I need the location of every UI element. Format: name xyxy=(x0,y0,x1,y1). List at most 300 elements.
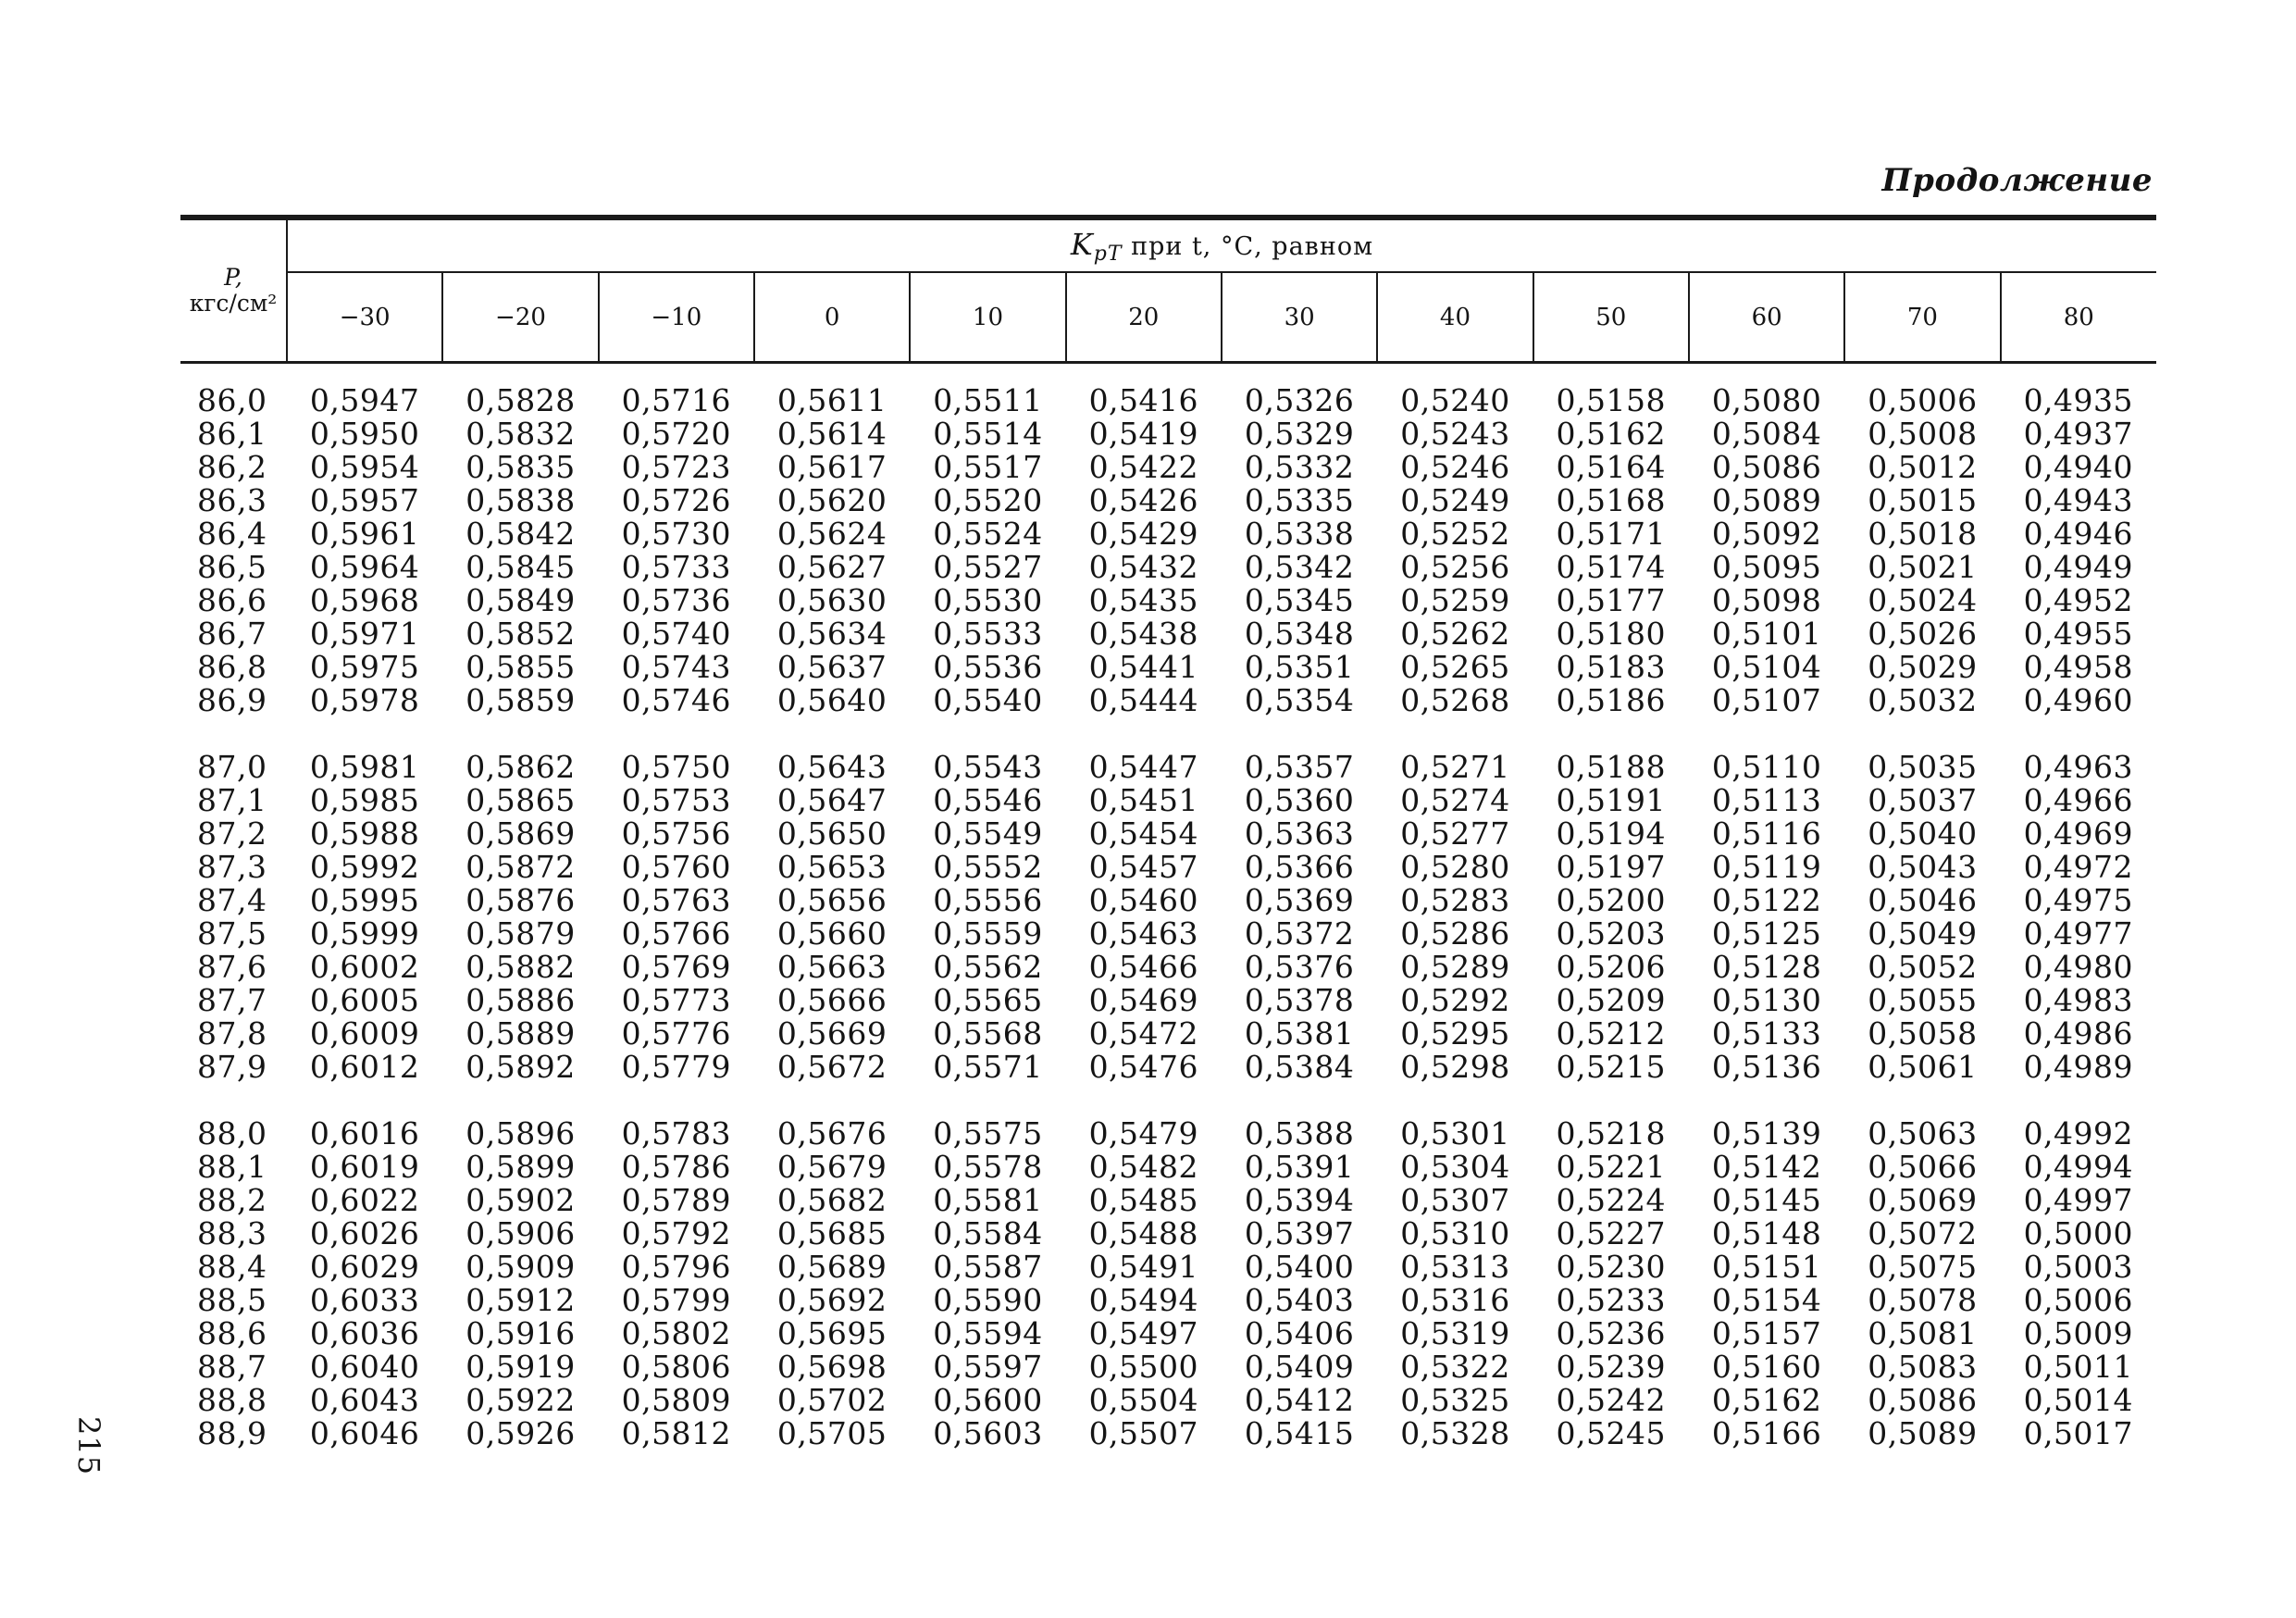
k-value-cell: 0,5705 xyxy=(776,1415,887,1451)
k-value-cell: 0,5083 xyxy=(1868,1349,1978,1385)
k-value-cell: 0,5957 xyxy=(309,482,420,518)
k-value-cell: 0,5274 xyxy=(1400,782,1510,818)
group-spacer xyxy=(180,717,2156,751)
table-row xyxy=(180,1051,2156,1084)
k-value-cell: 0,5158 xyxy=(1556,382,1667,418)
k-value-cell: 0,5183 xyxy=(1556,649,1667,685)
table-row xyxy=(180,984,2156,1017)
k-value-cell: 0,5245 xyxy=(1556,1415,1667,1451)
k-value-cell: 0,5494 xyxy=(1088,1282,1199,1318)
k-value-cell: 0,5660 xyxy=(776,915,887,952)
temperature-header: −10 xyxy=(599,272,754,363)
k-value-cell: 0,5981 xyxy=(309,749,420,785)
temperature-header: 60 xyxy=(1689,272,1844,363)
k-value-cell: 0,5366 xyxy=(1244,849,1355,885)
table-header xyxy=(180,218,2156,363)
k-value-cell: 0,5351 xyxy=(1244,649,1355,685)
table-row xyxy=(180,1350,2156,1384)
k-value-cell: 0,5259 xyxy=(1400,582,1510,618)
k-value-cell: 0,5298 xyxy=(1400,1049,1510,1085)
k-value-cell: 0,5685 xyxy=(776,1215,887,1251)
k-value-cell: 0,5802 xyxy=(621,1315,732,1351)
k-value-cell: 0,5507 xyxy=(1088,1415,1199,1451)
k-value-cell: 0,5666 xyxy=(776,982,887,1018)
k-value-cell: 0,5882 xyxy=(465,949,576,985)
k-value-cell: 0,5578 xyxy=(933,1149,1043,1185)
k-value-cell: 0,5332 xyxy=(1244,449,1355,485)
k-value-cell: 0,5075 xyxy=(1868,1249,1978,1285)
k-value-cell: 0,5348 xyxy=(1244,616,1355,652)
k-value-cell: 0,4937 xyxy=(2023,416,2134,452)
k-value-cell: 0,5999 xyxy=(309,915,420,952)
continuation-label: Продолжение xyxy=(1881,162,2153,199)
k-value-cell: 0,5017 xyxy=(2023,1415,2134,1451)
k-value-cell: 0,5975 xyxy=(309,649,420,685)
k-value-cell: 0,5504 xyxy=(1088,1382,1199,1418)
pressure-cell: 88,9 xyxy=(197,1415,267,1451)
k-value-cell: 0,5157 xyxy=(1711,1315,1822,1351)
k-value-cell: 0,5799 xyxy=(621,1282,732,1318)
k-value-cell: 0,5634 xyxy=(776,616,887,652)
k-value-cell: 0,4989 xyxy=(2023,1049,2134,1085)
k-value-cell: 0,5342 xyxy=(1244,549,1355,585)
k-value-cell: 0,5080 xyxy=(1711,382,1822,418)
pressure-cell: 87,3 xyxy=(197,849,267,885)
k-value-cell: 0,5268 xyxy=(1400,682,1510,718)
k-value-cell: 0,5008 xyxy=(1868,416,1978,452)
k-value-cell: 0,5669 xyxy=(776,1015,887,1052)
k-value-cell: 0,5162 xyxy=(1711,1382,1822,1418)
k-value-cell: 0,5200 xyxy=(1556,882,1667,918)
table-row xyxy=(180,384,2156,417)
k-value-cell: 0,5763 xyxy=(621,882,732,918)
pressure-cell: 88,5 xyxy=(197,1282,267,1318)
table-row xyxy=(180,1417,2156,1450)
k-value-cell: 0,5536 xyxy=(933,649,1043,685)
k-value-cell: 0,5872 xyxy=(465,849,576,885)
k-value-cell: 0,6022 xyxy=(309,1182,420,1218)
pressure-column-header xyxy=(180,218,287,363)
k-value-cell: 0,5653 xyxy=(776,849,887,885)
k-value-cell: 0,5597 xyxy=(933,1349,1043,1385)
k-value-cell: 0,4960 xyxy=(2023,682,2134,718)
k-value-cell: 0,6016 xyxy=(309,1115,420,1151)
temperature-header-row xyxy=(180,272,2156,363)
pressure-cell: 87,5 xyxy=(197,915,267,952)
k-value-cell: 0,5203 xyxy=(1556,915,1667,952)
k-value-cell: 0,5695 xyxy=(776,1315,887,1351)
k-value-cell: 0,5037 xyxy=(1868,782,1978,818)
pressure-cell: 87,0 xyxy=(197,749,267,785)
k-value-cell: 0,5277 xyxy=(1400,815,1510,852)
k-value-cell: 0,5246 xyxy=(1400,449,1510,485)
k-value-cell: 0,5594 xyxy=(933,1315,1043,1351)
k-value-cell: 0,6009 xyxy=(309,1015,420,1052)
k-value-cell: 0,5454 xyxy=(1088,815,1199,852)
k-value-cell: 0,5227 xyxy=(1556,1215,1667,1251)
k-value-cell: 0,5600 xyxy=(933,1382,1043,1418)
k-value-cell: 0,5116 xyxy=(1711,815,1822,852)
k-value-cell: 0,5835 xyxy=(465,449,576,485)
pressure-cell: 88,3 xyxy=(197,1215,267,1251)
pressure-cell: 88,0 xyxy=(197,1115,267,1151)
k-value-cell: 0,5909 xyxy=(465,1249,576,1285)
k-value-cell: 0,5845 xyxy=(465,549,576,585)
k-value-cell: 0,5029 xyxy=(1868,649,1978,685)
k-value-cell: 0,5617 xyxy=(776,449,887,485)
k-value-cell: 0,5889 xyxy=(465,1015,576,1052)
k-value-cell: 0,5052 xyxy=(1868,949,1978,985)
k-value-cell: 0,5280 xyxy=(1400,849,1510,885)
k-value-cell: 0,5032 xyxy=(1868,682,1978,718)
table-row xyxy=(180,1184,2156,1217)
k-value-cell: 0,5400 xyxy=(1244,1249,1355,1285)
table-row xyxy=(180,884,2156,917)
k-value-cell: 0,5556 xyxy=(933,882,1043,918)
k-value-cell: 0,5180 xyxy=(1556,616,1667,652)
k-value-cell: 0,5733 xyxy=(621,549,732,585)
k-value-cell: 0,5479 xyxy=(1088,1115,1199,1151)
k-value-cell: 0,5322 xyxy=(1400,1349,1510,1385)
k-value-cell: 0,5971 xyxy=(309,616,420,652)
k-value-cell: 0,5215 xyxy=(1556,1049,1667,1085)
k-value-cell: 0,5912 xyxy=(465,1282,576,1318)
pressure-cell: 87,4 xyxy=(197,882,267,918)
pressure-cell: 88,6 xyxy=(197,1315,267,1351)
table-row xyxy=(180,1017,2156,1051)
k-value-cell: 0,6036 xyxy=(309,1315,420,1351)
k-value-cell: 0,5394 xyxy=(1244,1182,1355,1218)
k-value-cell: 0,5865 xyxy=(465,782,576,818)
table-row xyxy=(180,417,2156,451)
k-value-cell: 0,5571 xyxy=(933,1049,1043,1085)
k-value-cell: 0,5643 xyxy=(776,749,887,785)
k-value-cell: 0,5789 xyxy=(621,1182,732,1218)
k-value-cell: 0,5540 xyxy=(933,682,1043,718)
k-value-cell: 0,6033 xyxy=(309,1282,420,1318)
k-value-cell: 0,5926 xyxy=(465,1415,576,1451)
pressure-cell: 86,7 xyxy=(197,616,267,652)
k-value-cell: 0,5221 xyxy=(1556,1149,1667,1185)
k-value-cell: 0,5676 xyxy=(776,1115,887,1151)
k-value-cell: 0,5113 xyxy=(1711,782,1822,818)
k-value-cell: 0,5968 xyxy=(309,582,420,618)
k-value-cell: 0,5191 xyxy=(1556,782,1667,818)
k-value-cell: 0,5422 xyxy=(1088,449,1199,485)
k-value-cell: 0,5078 xyxy=(1868,1282,1978,1318)
k-value-cell: 0,5256 xyxy=(1400,549,1510,585)
k-value-cell: 0,5055 xyxy=(1868,982,1978,1018)
k-value-cell: 0,5647 xyxy=(776,782,887,818)
k-value-cell: 0,5988 xyxy=(309,815,420,852)
k-value-cell: 0,5482 xyxy=(1088,1149,1199,1185)
pressure-cell: 88,8 xyxy=(197,1382,267,1418)
k-value-cell: 0,5357 xyxy=(1244,749,1355,785)
k-value-cell: 0,5614 xyxy=(776,416,887,452)
k-value-cell: 0,5139 xyxy=(1711,1115,1822,1151)
k-value-cell: 0,5743 xyxy=(621,649,732,685)
table-row xyxy=(180,617,2156,651)
table-row xyxy=(180,1117,2156,1151)
k-value-cell: 0,5242 xyxy=(1556,1382,1667,1418)
table-row xyxy=(180,817,2156,851)
k-value-cell: 0,5369 xyxy=(1244,882,1355,918)
k-value-cell: 0,5148 xyxy=(1711,1215,1822,1251)
k-value-cell: 0,5716 xyxy=(621,382,732,418)
table-row xyxy=(180,584,2156,617)
k-value-cell: 0,4963 xyxy=(2023,749,2134,785)
k-value-cell: 0,5136 xyxy=(1711,1049,1822,1085)
k-value-cell: 0,4935 xyxy=(2023,382,2134,418)
k-value-cell: 0,6019 xyxy=(309,1149,420,1185)
k-value-cell: 0,5783 xyxy=(621,1115,732,1151)
k-value-cell: 0,5310 xyxy=(1400,1215,1510,1251)
table-body xyxy=(180,363,2156,1451)
k-value-cell: 0,5559 xyxy=(933,915,1043,952)
k-value-cell: 0,5354 xyxy=(1244,682,1355,718)
k-value-cell: 0,5852 xyxy=(465,616,576,652)
k-value-cell: 0,5174 xyxy=(1556,549,1667,585)
k-value-cell: 0,4994 xyxy=(2023,1149,2134,1185)
k-value-cell: 0,5061 xyxy=(1868,1049,1978,1085)
k-value-cell: 0,5723 xyxy=(621,449,732,485)
k-value-cell: 0,6043 xyxy=(309,1382,420,1418)
k-value-cell: 0,5130 xyxy=(1711,982,1822,1018)
k-value-cell: 0,5319 xyxy=(1400,1315,1510,1351)
k-value-cell: 0,5406 xyxy=(1244,1315,1355,1351)
k-value-cell: 0,5101 xyxy=(1711,616,1822,652)
k-value-cell: 0,5012 xyxy=(1868,449,1978,485)
k-value-cell: 0,5514 xyxy=(933,416,1043,452)
k-value-cell: 0,5084 xyxy=(1711,416,1822,452)
k-value-cell: 0,5769 xyxy=(621,949,732,985)
k-value-cell: 0,5265 xyxy=(1400,649,1510,685)
k-value-cell: 0,5726 xyxy=(621,482,732,518)
temperature-header: 70 xyxy=(1844,272,2000,363)
k-value-cell: 0,5838 xyxy=(465,482,576,518)
k-value-cell: 0,5520 xyxy=(933,482,1043,518)
k-value-cell: 0,5463 xyxy=(1088,915,1199,952)
k-value-cell: 0,5289 xyxy=(1400,949,1510,985)
k-value-cell: 0,5624 xyxy=(776,516,887,552)
table-row xyxy=(180,784,2156,817)
pressure-cell: 88,2 xyxy=(197,1182,267,1218)
k-value-cell: 0,5916 xyxy=(465,1315,576,1351)
k-value-cell: 0,5236 xyxy=(1556,1315,1667,1351)
k-value-cell: 0,5533 xyxy=(933,616,1043,652)
k-value-cell: 0,5086 xyxy=(1868,1382,1978,1418)
k-value-cell: 0,5381 xyxy=(1244,1015,1355,1052)
k-value-cell: 0,5160 xyxy=(1711,1349,1822,1385)
k-value-cell: 0,5252 xyxy=(1400,516,1510,552)
k-value-cell: 0,5950 xyxy=(309,416,420,452)
k-value-cell: 0,4983 xyxy=(2023,982,2134,1018)
k-header-text: при t, °С, равном xyxy=(1122,231,1374,261)
k-value-cell: 0,5415 xyxy=(1244,1415,1355,1451)
k-value-cell: 0,5828 xyxy=(465,382,576,418)
k-value-cell: 0,5630 xyxy=(776,582,887,618)
k-value-cell: 0,5325 xyxy=(1400,1382,1510,1418)
k-value-cell: 0,5568 xyxy=(933,1015,1043,1052)
k-value-cell: 0,5679 xyxy=(776,1149,887,1185)
k-value-cell: 0,5107 xyxy=(1711,682,1822,718)
k-value-cell: 0,5656 xyxy=(776,882,887,918)
k-value-cell: 0,5006 xyxy=(2023,1282,2134,1318)
k-value-cell: 0,4940 xyxy=(2023,449,2134,485)
pressure-cell: 87,2 xyxy=(197,815,267,852)
k-value-cell: 0,6029 xyxy=(309,1249,420,1285)
data-table-container xyxy=(180,215,2156,1450)
k-value-cell: 0,5849 xyxy=(465,582,576,618)
k-value-cell: 0,5328 xyxy=(1400,1415,1510,1451)
k-value-cell: 0,5122 xyxy=(1711,882,1822,918)
k-value-cell: 0,5403 xyxy=(1244,1282,1355,1318)
k-value-cell: 0,5796 xyxy=(621,1249,732,1285)
pressure-cell: 86,2 xyxy=(197,449,267,485)
k-value-cell: 0,5335 xyxy=(1244,482,1355,518)
k-value-cell: 0,5043 xyxy=(1868,849,1978,885)
k-value-cell: 0,5089 xyxy=(1711,482,1822,518)
k-value-cell: 0,5730 xyxy=(621,516,732,552)
k-value-cell: 0,5964 xyxy=(309,549,420,585)
k-value-cell: 0,5500 xyxy=(1088,1349,1199,1385)
table-row xyxy=(180,517,2156,551)
k-value-cell: 0,5663 xyxy=(776,949,887,985)
k-value-cell: 0,5581 xyxy=(933,1182,1043,1218)
k-value-cell: 0,5011 xyxy=(2023,1349,2134,1385)
k-value-cell: 0,5329 xyxy=(1244,416,1355,452)
k-value-cell: 0,5304 xyxy=(1400,1149,1510,1185)
k-value-cell: 0,5753 xyxy=(621,782,732,818)
k-value-cell: 0,5447 xyxy=(1088,749,1199,785)
k-value-cell: 0,5110 xyxy=(1711,749,1822,785)
spacer-cell xyxy=(180,363,2156,385)
k-value-cell: 0,5372 xyxy=(1244,915,1355,952)
k-value-cell: 0,5233 xyxy=(1556,1282,1667,1318)
k-value-cell: 0,5466 xyxy=(1088,949,1199,985)
k-value-cell: 0,5511 xyxy=(933,382,1043,418)
k-value-cell: 0,5098 xyxy=(1711,582,1822,618)
temperature-header: 40 xyxy=(1377,272,1533,363)
k-value-cell: 0,5524 xyxy=(933,516,1043,552)
pressure-cell: 88,1 xyxy=(197,1149,267,1185)
table-row xyxy=(180,484,2156,517)
k-value-cell: 0,5832 xyxy=(465,416,576,452)
k-value-cell: 0,5469 xyxy=(1088,982,1199,1018)
k-value-cell: 0,5316 xyxy=(1400,1282,1510,1318)
k-value-cell: 0,5842 xyxy=(465,516,576,552)
k-value-cell: 0,5682 xyxy=(776,1182,887,1218)
k-value-cell: 0,5640 xyxy=(776,682,887,718)
k-value-cell: 0,5549 xyxy=(933,815,1043,852)
k-value-cell: 0,5209 xyxy=(1556,982,1667,1018)
k-value-cell: 0,5672 xyxy=(776,1049,887,1085)
table-row xyxy=(180,751,2156,784)
k-value-cell: 0,5543 xyxy=(933,749,1043,785)
k-value-cell: 0,5416 xyxy=(1088,382,1199,418)
k-value-cell: 0,5206 xyxy=(1556,949,1667,985)
k-value-cell: 0,5603 xyxy=(933,1415,1043,1451)
k-value-cell: 0,5313 xyxy=(1400,1249,1510,1285)
k-value-cell: 0,5014 xyxy=(2023,1382,2134,1418)
k-value-cell: 0,5049 xyxy=(1868,915,1978,952)
k-value-cell: 0,6002 xyxy=(309,949,420,985)
k-value-cell: 0,4972 xyxy=(2023,849,2134,885)
k-value-cell: 0,5224 xyxy=(1556,1182,1667,1218)
k-value-cell: 0,5015 xyxy=(1868,482,1978,518)
table-row xyxy=(180,1384,2156,1417)
k-value-cell: 0,5397 xyxy=(1244,1215,1355,1251)
table-row xyxy=(180,1317,2156,1350)
k-value-cell: 0,4958 xyxy=(2023,649,2134,685)
k-value-cell: 0,5154 xyxy=(1711,1282,1822,1318)
k-value-cell: 0,5756 xyxy=(621,815,732,852)
k-value-cell: 0,5326 xyxy=(1244,382,1355,418)
k-value-cell: 0,5089 xyxy=(1868,1415,1978,1451)
pressure-cell: 86,8 xyxy=(197,649,267,685)
k-value-cell: 0,5985 xyxy=(309,782,420,818)
k-value-cell: 0,5426 xyxy=(1088,482,1199,518)
k-value-cell: 0,5460 xyxy=(1088,882,1199,918)
k-value-cell: 0,5240 xyxy=(1400,382,1510,418)
k-value-cell: 0,5218 xyxy=(1556,1115,1667,1151)
pressure-cell: 86,5 xyxy=(197,549,267,585)
k-value-cell: 0,4980 xyxy=(2023,949,2134,985)
k-value-cell: 0,5869 xyxy=(465,815,576,852)
pressure-cell: 86,6 xyxy=(197,582,267,618)
table-row xyxy=(180,651,2156,684)
k-value-cell: 0,5584 xyxy=(933,1215,1043,1251)
table-row xyxy=(180,951,2156,984)
k-value-cell: 0,5003 xyxy=(2023,1249,2134,1285)
k-value-cell: 0,5978 xyxy=(309,682,420,718)
k-value-cell: 0,5750 xyxy=(621,749,732,785)
k-value-cell: 0,5133 xyxy=(1711,1015,1822,1052)
k-value-cell: 0,5919 xyxy=(465,1349,576,1385)
k-value-cell: 0,5164 xyxy=(1556,449,1667,485)
k-header xyxy=(287,218,2156,272)
k-value-cell: 0,6040 xyxy=(309,1349,420,1385)
k-value-cell: 0,5637 xyxy=(776,649,887,685)
k-value-cell: 0,5000 xyxy=(2023,1215,2134,1251)
k-value-cell: 0,5809 xyxy=(621,1382,732,1418)
k-value-cell: 0,5740 xyxy=(621,616,732,652)
k-value-cell: 0,5702 xyxy=(776,1382,887,1418)
k-value-cell: 0,4969 xyxy=(2023,815,2134,852)
k-value-cell: 0,5360 xyxy=(1244,782,1355,818)
pressure-cell: 86,0 xyxy=(197,382,267,418)
k-value-cell: 0,4946 xyxy=(2023,516,2134,552)
k-value-cell: 0,6005 xyxy=(309,982,420,1018)
pressure-header-symbol: P, xyxy=(224,264,242,291)
k-value-cell: 0,5239 xyxy=(1556,1349,1667,1385)
k-value-cell: 0,5166 xyxy=(1711,1415,1822,1451)
k-value-cell: 0,5530 xyxy=(933,582,1043,618)
k-value-cell: 0,5283 xyxy=(1400,882,1510,918)
k-value-cell: 0,5409 xyxy=(1244,1349,1355,1385)
k-value-cell: 0,5262 xyxy=(1400,616,1510,652)
k-value-cell: 0,5587 xyxy=(933,1249,1043,1285)
k-value-cell: 0,5295 xyxy=(1400,1015,1510,1052)
k-value-cell: 0,5947 xyxy=(309,382,420,418)
k-value-cell: 0,5792 xyxy=(621,1215,732,1251)
k-value-cell: 0,5072 xyxy=(1868,1215,1978,1251)
k-value-cell: 0,5069 xyxy=(1868,1182,1978,1218)
k-value-cell: 0,4977 xyxy=(2023,915,2134,952)
k-value-cell: 0,5527 xyxy=(933,549,1043,585)
temperature-header: 10 xyxy=(910,272,1065,363)
k-value-cell: 0,5162 xyxy=(1556,416,1667,452)
